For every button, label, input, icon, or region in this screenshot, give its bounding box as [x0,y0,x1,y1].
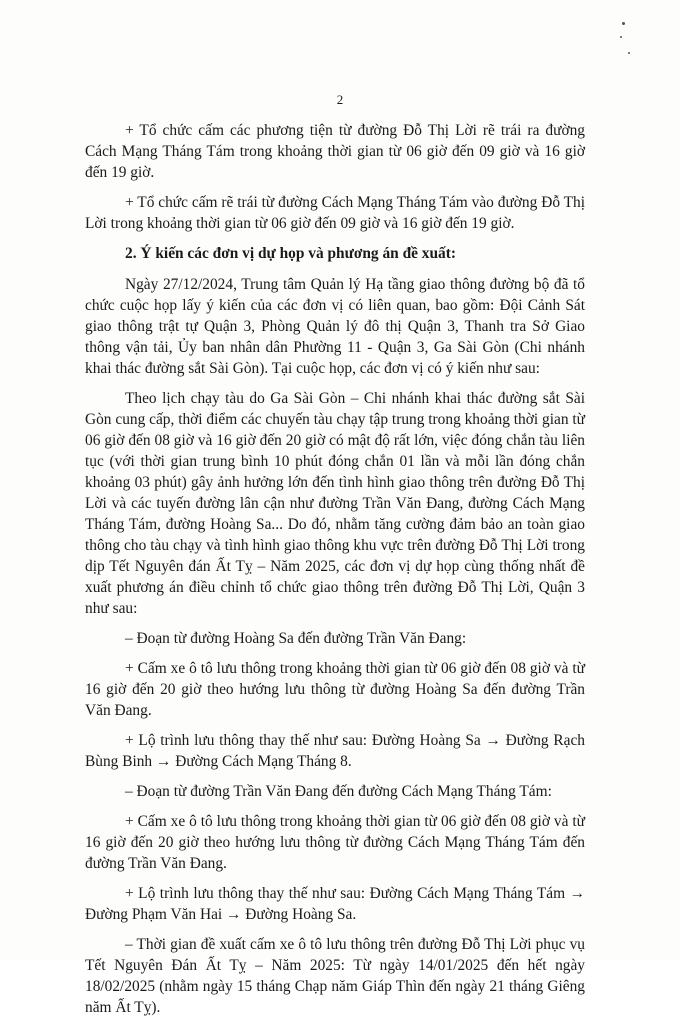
page-number: 2 [336,92,344,107]
scan-speck [628,52,630,54]
paragraph-detour-1: + Lộ trình lưu thông thay thế như sau: Đường Hoàng Sa → Đường Rạch Bùng Binh → Đường Cách Mạng Tháng 8. [85,732,585,770]
paragraph-segment-tran-van-dang: – Đoạn từ đường Trần Văn Đang đến đường Cách Mạng Tháng Tám: [125,783,552,800]
paragraph-ban-cars-1: + Cấm xe ô tô lưu thông trong khoảng thời gian từ 06 giờ đến 08 giờ và từ 16 giờ đến 20 giờ theo hướng lưu thông từ đường Hoàng Sa đến đường Trần Văn Đang. [85,660,585,719]
section-heading: 2. Ý kiến các đơn vị dự họp và phương án đề xuất: [125,245,457,262]
scan-speck [622,22,625,25]
paragraph-meeting: Ngày 27/12/2024, Trung tâm Quản lý Hạ tầng giao thông đường bộ đã tổ chức cuộc họp lấy ý kiến của các đơn vị có liên quan, bao gồm: Đội Cảnh Sát giao thông trật tự Quận 3, Phòng Quản lý đô thị Quận 3, Thanh tra Sở Giao thông vận tải, Ủy ban nhân dân Phường 11 - Quận 3, Ga Sài Gòn (Chi nhánh khai thác đường sắt Sài Gòn). Tại cuộc họp, các đơn vị có ý kiến như sau: [85,276,585,377]
paragraph-ban-left-turn-out: + Tổ chức cấm các phương tiện từ đường Đỗ Thị Lời rẽ trái ra đường Cách Mạng Tháng Tám trong khoảng thời gian từ 06 giờ đến 09 giờ và 16 giờ đến 19 giờ. [85,122,585,181]
paragraph-ban-left-turn-in: + Tổ chức cấm rẽ trái từ đường Cách Mạng Tháng Tám vào đường Đỗ Thị Lời trong khoảng thời gian từ 06 giờ đến 09 giờ và 16 giờ đến 19 giờ. [85,194,585,232]
paragraph-detour-2: + Lộ trình lưu thông thay thế như sau: Đường Cách Mạng Tháng Tám → Đường Phạm Văn Hai → Đường Hoàng Sa. [85,885,585,923]
document-body [85,120,585,1027]
paragraph-segment-hoang-sa: – Đoạn từ đường Hoàng Sa đến đường Trần Văn Đang: [125,630,467,647]
paragraph-proposed-period: – Thời gian đề xuất cấm xe ô tô lưu thông trên đường Đỗ Thị Lời phục vụ Tết Nguyên Đán Ất Tỵ – Năm 2025: Từ ngày 14/01/2025 đến hết ngày 18/02/2025 (nhằm ngày 15 tháng Chạp năm Giáp Thìn đến ngày 21 tháng Giêng năm Ất Tỵ). [85,936,585,1016]
paragraph-ban-cars-2: + Cấm xe ô tô lưu thông trong khoảng thời gian từ 06 giờ đến 08 giờ và từ 16 giờ đến 20 giờ theo hướng lưu thông từ đường Cách Mạng Tháng Tám đến đường Trần Văn Đang. [85,813,585,872]
paragraph-train-schedule: Theo lịch chạy tàu do Ga Sài Gòn – Chi nhánh khai thác đường sắt Sài Gòn cung cấp, thời điểm các chuyến tàu chạy tập trung trong khoảng thời gian từ 06 giờ đến 08 giờ và 16 giờ đến 20 giờ có mật độ rất lớn, việc đóng chắn tàu liên tục (với thời gian trung bình 10 phút đóng chắn 01 lần và mỗi lần đóng chắn khoảng 03 phút) gây ảnh hưởng lớn đến tình hình giao thông trên đường Đỗ Thị Lời và các tuyến đường lân cận như đường Trần Văn Đang, đường Cách Mạng Tháng Tám, đường Hoàng Sa... Do đó, nhằm tăng cường đảm bảo an toàn giao thông cho tàu chạy và tình hình giao thông khu vực trên đường Đỗ Thị Lời trong dịp Tết Nguyên đán Ất Tỵ – Năm 2025, các đơn vị dự họp cùng thống nhất đề xuất phương án điều chỉnh tổ chức giao thông trên đường Đỗ Thị Lời, Quận 3 như sau: [85,390,585,617]
scan-speck [620,36,622,38]
